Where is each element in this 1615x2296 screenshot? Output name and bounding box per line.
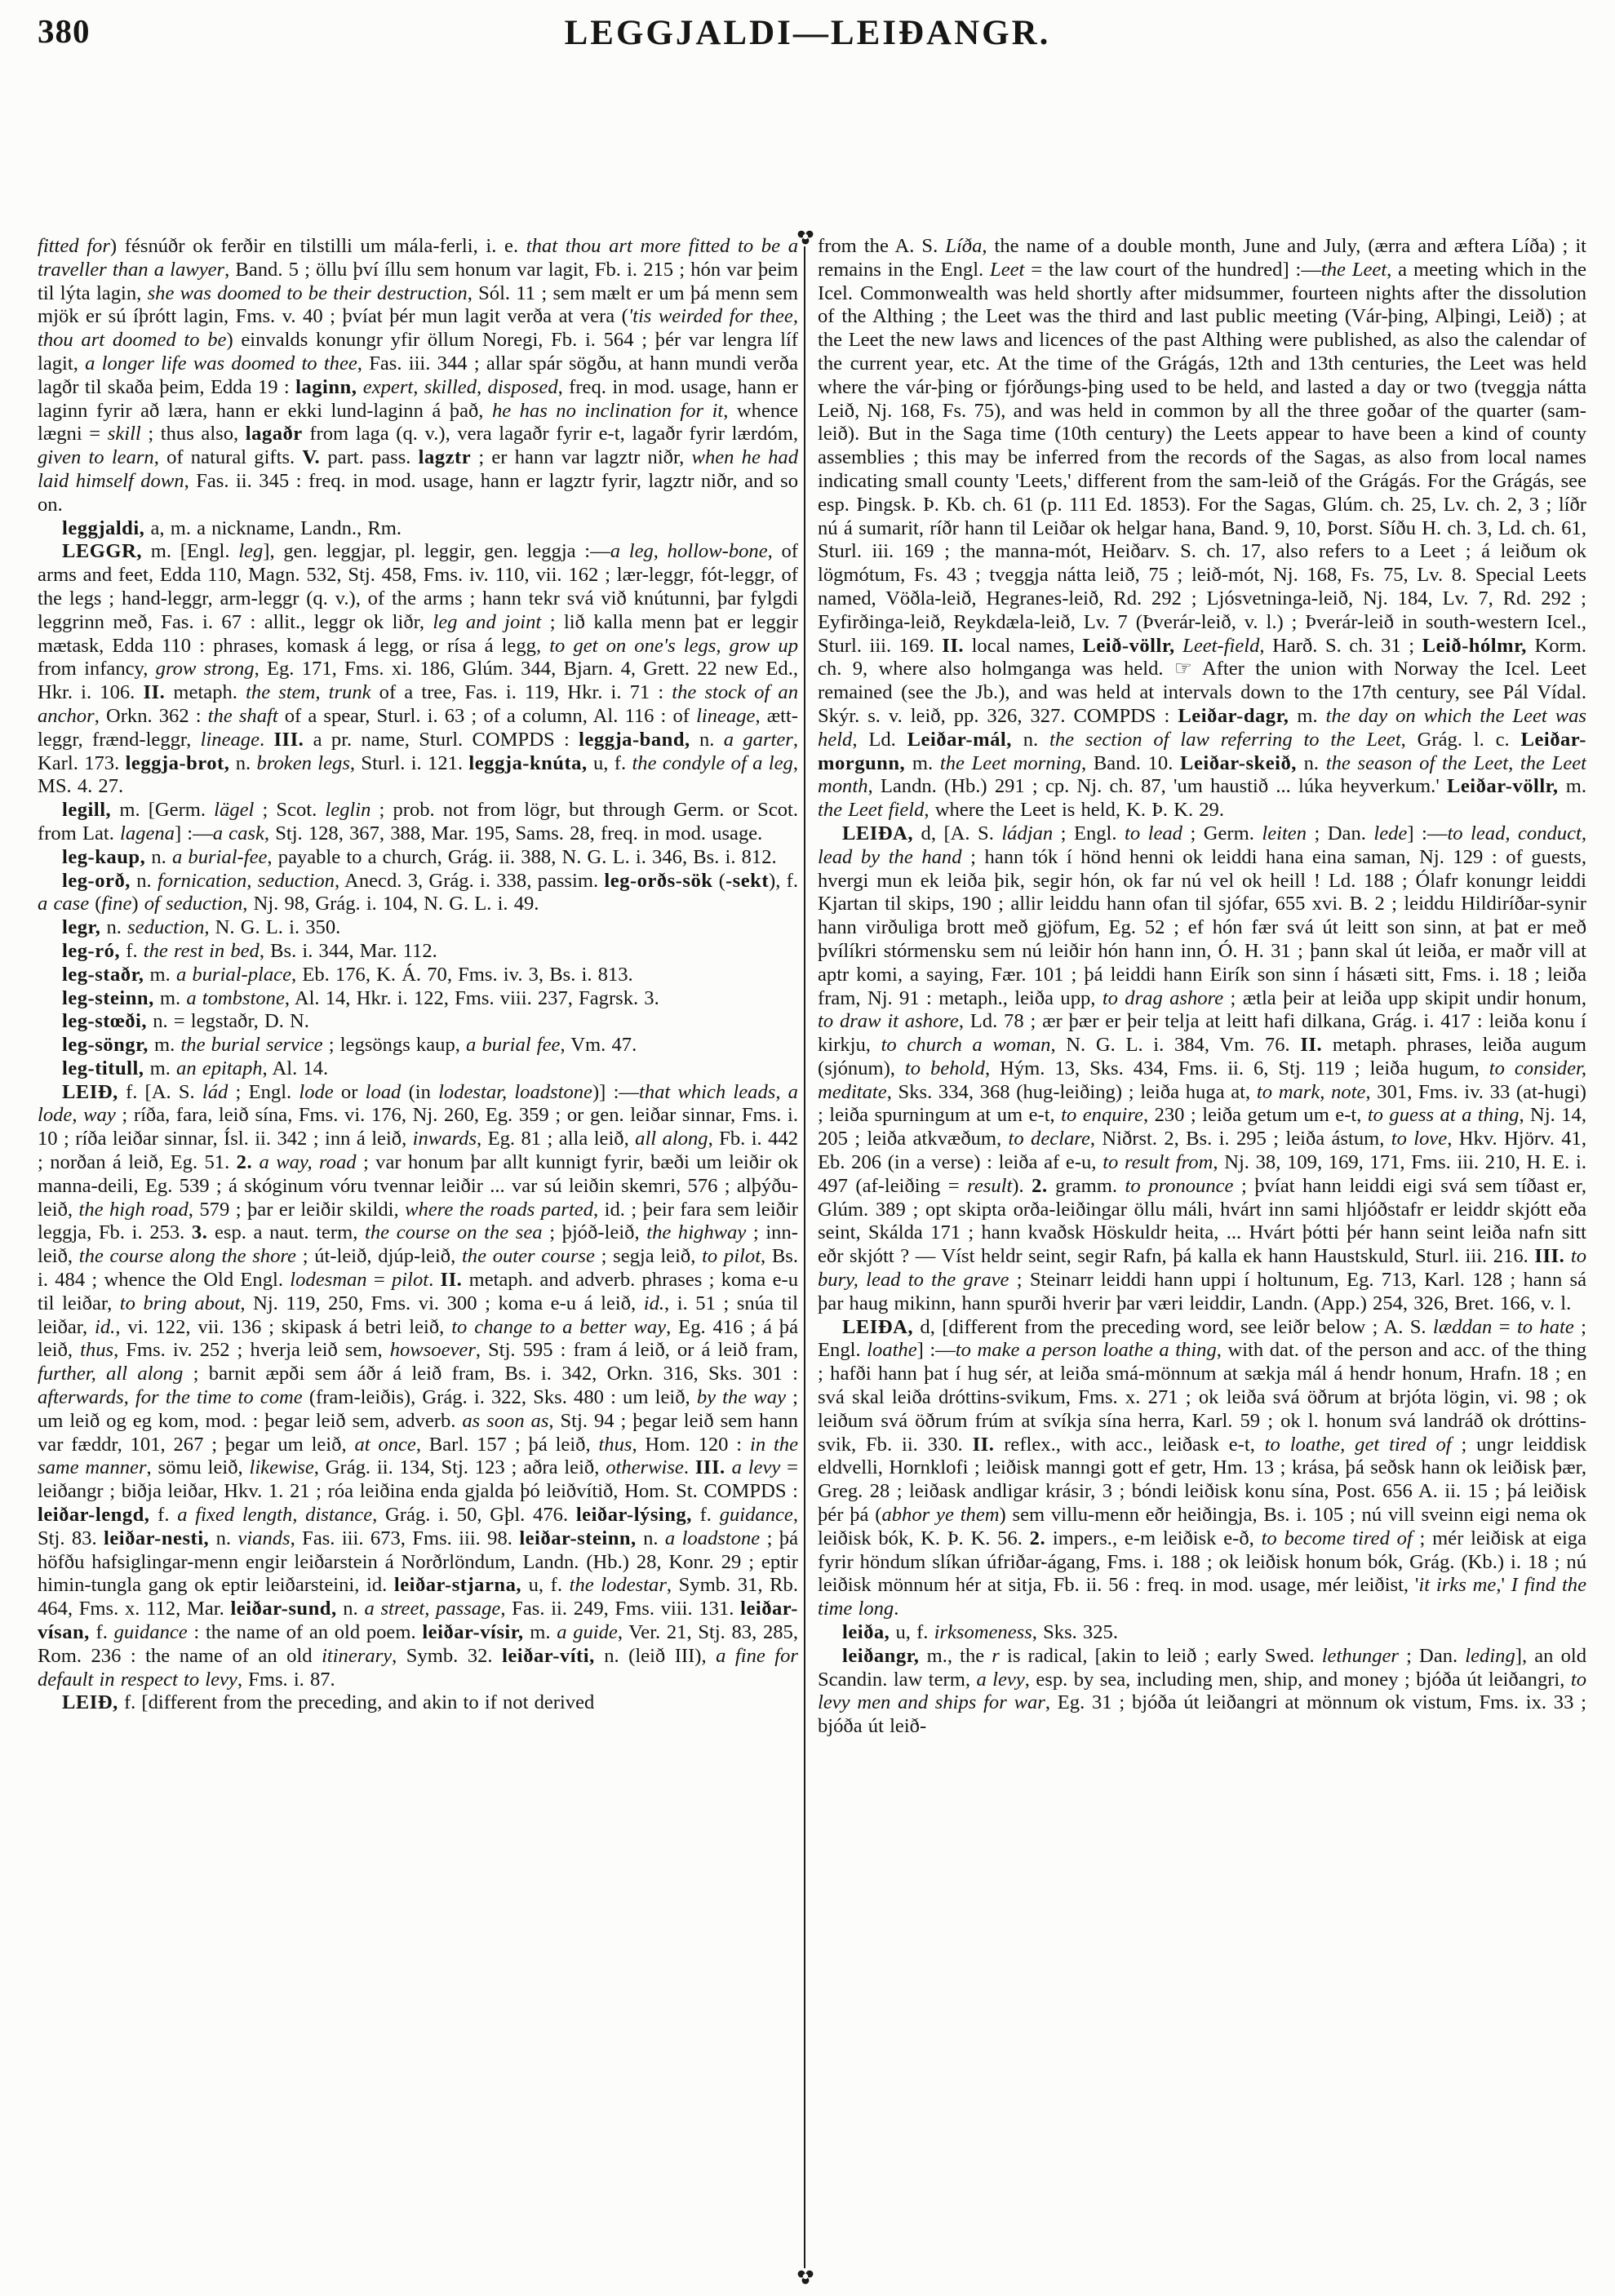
- entry-paragraph: leggjaldi, a, m. a nickname, Landn., Rm.: [62, 516, 402, 539]
- entry-paragraph: LEGGR, m. [Engl. leg], gen. leggjar, pl. leggir, gen. leggja :—a leg, hollow-bone, of arms and feet, Edda 110, Magn. 532, Stj. 458, Fms. iv. 110, vii. 162 ; lær-leggr, fót-leggr, of the legs ; hand-leggr, arm-leggr (q. v.), of the arms ; hann tekr svá við knútunni, þar fylgdi leggrinn með, Fas. i. 67 : allit., leggr ok liðr, leg and joint ; lið kalla menn þat er leggir mætask, Edda 110 : phrases, komask á legg, or rísa á legg, to get on one's legs, grow up from infancy, grow strong, Eg. 171, Fms. xi. 186, Glúm. 344, Bjarn. 4, Grett. 22 new Ed., Hkr. i. 106. II. metaph. the stem, trunk of a tree, Fas. i. 119, Hkr. i. 71 : the stock of an anchor, Orkn. 362 : the shaft of a spear, Sturl. i. 63 ; of a column, Al. 116 : of lineage, ætt-leggr, frænd-leggr, lineage. III. a pr. name, Sturl. COMPDS : leggja-band, n. a garter, Karl. 173. leggja-brot, n. broken legs, Sturl. i. 121. leggja-knúta, u, f. the condyle of a leg, MS. 4. 27.: [38, 540, 798, 798]
- entry-paragraph: leg-titull, m. an epitaph, Al. 14.: [62, 1057, 329, 1079]
- entry-paragraph: legr, n. seduction, N. G. L. i. 350.: [62, 916, 341, 939]
- entry-paragraph: fitted for) fésnúðr ok ferðir en tilstilli um mála-ferli, i. e. that thou art more fitted to be a traveller than a lawyer, Band. 5 ; öllu því íllu sem honum var lagit, Fb. i. 215 ; hón var þeim til lýta lagin, she was doomed to be their destruction, Sól. 11 ; sem mælt er um þá menn sem mjök er sú íþrótt lagin, Fms. v. 40 ; þvíat þér mun lagit verða at vera ('tis weirded for thee, thou art doomed to be) einvalds konungr yfir öllum Noregi, Fb. i. 564 ; þér var lengra líf lagit, a longer life was doomed to thee, Fas. iii. 344 ; allar spár sögðu, at hann mundi verða lagðr til skaða þeim, Edda 19 : laginn, expert, skilled, disposed, freq. in mod. usage, hann er laginn fyrir að læra, hann er ekki lund-laginn á það, he has no inclination for it, whence lægni = skill ; thus also, lagaðr from laga (q. v.), vera lagaðr fyrir e-t, lagaðr fyrir lærdóm, given to learn, of natural gifts. V. part. pass. lagztr ; er hann var lagztr niðr, when he had laid himself down, Fas. ii. 345 : freq. in mod. usage, hann er lagztr fyrir, lagztr niðr, and so on.: [38, 235, 798, 516]
- page-number: 380: [38, 12, 91, 50]
- entry-paragraph: LEIÐ, f. [A. S. lád ; Engl. lode or load (in lodestar, loadstone)] :—that which leads, a lode, way ; ríða, fara, leið sína, Fms. vi. 176, Nj. 260, Eg. 359 ; or gen. leiðar sinnar, Fms. i. 10 ; ríða leiðar sinnar, Ísl. ii. 342 ; inn á leið, inwards, Eg. 81 ; alla leið, all along, Fb. i. 442 ; norðan á leið, Eg. 51. 2. a way, road ; var honum þar allt kunnigt fyrir, bæði um leiðir ok manna-deili, Eg. 539 ; á skóginum vóru tvennar leiðir ... var sú leiðin skemri, 576 ; alþýðu-leið, the high road, 579 ; þar er leiðir skildi, where the roads parted, id. ; þeir fara sem leiðir leggja, Fb. i. 253. 3. esp. a naut. term, the course on the sea ; þjóð-leið, the highway ; inn-leið, the course along the shore ; út-leið, djúp-leið, the outer course ; segja leið, to pilot, Bs. i. 484 ; whence the Old Engl. lodesman = pilot. II. metaph. and adverb. phrases ; koma e-u til leiðar, to bring about, Nj. 119, 250, Fms. vi. 300 ; koma e-u á leið, id., i. 51 ; snúa til leiðar, id., vi. 122, vii. 136 ; skipask á betri leið, to change to a better way, Eg. 416 ; á þá leið, thus, Fms. iv. 252 ; hverja leið sem, howsoever, Stj. 595 : fram á leið, or á leið fram, further, all along ; barnit æpði sem áðr á leið fram, Bs. i. 342, Orkn. 316, Sks. 301 : afterwards, for the time to come (fram-leiðis), Grág. i. 322, Sks. 480 : um leið, by the way ; um leið og eg kom, mod. : þegar leið sem, adverb. as soon as, Stj. 94 ; þegar leið sem hann var fæddr, 101, 267 ; þegar um leið, at once, Barl. 157 ; þá leið, thus, Hom. 120 : in the same manner, sömu leið, likewise, Grág. ii. 134, Stj. 123 ; aðra leið, otherwise. III. a levy = leiðangr ; biðja leiðar, Hkv. 1. 21 ; róa leiðina enda gjalda þó leiðvítið, Hom. St. COMPDS : leiðar-lengd, f. a fixed length, distance, Grág. i. 50, Gþl. 476. leiðar-lýsing, f. guidance, Stj. 83. leiðar-nesti, n. viands, Fas. iii. 673, Fms. iii. 98. leiðar-steinn, n. a loadstone ; þá höfðu hafsiglingar-menn engir leiðarstein á Norðrlöndum, Landn. (Hb.) 28, Konr. 29 ; eptir himin-tungla gang ok eptir leiðarsteini, id. leiðar-stjarna, u, f. the lodestar, Symb. 31, Rb. 464, Fms. x. 112, Mar. leiðar-sund, n. a street, passage, Fas. ii. 249, Fms. viii. 131. leiðar-vísan, f. guidance : the name of an old poem. leiðar-vísir, m. a guide, Ver. 21, Stj. 83, 285, Rom. 236 : the name of an old itinerary, Symb. 32. leiðar-víti, n. (leið III), a fine for default in respect to levy, Fms. i. 87.: [38, 1080, 798, 1691]
- entry-paragraph: leg-steinn, m. a tombstone, Al. 14, Hkr. i. 122, Fms. viii. 237, Fagrsk. 3.: [62, 986, 659, 1009]
- entry-paragraph: leg-stœði, n. = legstaðr, D. N.: [62, 1010, 309, 1033]
- entry-paragraph: LEIÐA, d, [A. S. ládjan ; Engl. to lead ; Germ. leiten ; Dan. lede] :—to lead, conduct, lead by the hand ; hann tók í hönd henni ok leiddi hana eina saman, Nj. 129 : of guests, hvergi mun ek leiða þik, segir hón, ok far nú vel ok heill ! Ld. 188 ; Ólafr konungr leiddi Kjartan til skips, 190 ; allir leiddu hann ofan til sjófar, 655 xvi. B. 2 ; leiddu Hildiríðar-synir hann virðuliga brott með gjöfum, Eg. 52 ; ef hón fær svá út leitt son sinn, at þat er með þvílíkri stórmensku sem nú leiðir hón hann inn, Ó. H. 31 ; þann skal út leiða, er maðr vill at aptr komi, a saying, Fær. 101 ; þá leiddi hann Eirík son sinn í hásæti sitt, Fms. i. 18 ; leiða fram, Nj. 91 : metaph., leiða upp, to drag ashore ; ætla þeir at leiða upp skipit undir honum, to draw it ashore, Ld. 78 ; ær þær er þeir telja at leitt hafi dilkana, Grág. i. 417 : leiða konu í kirkju, to church a woman, N. G. L. i. 384, Vm. 76. II. metaph. phrases, leiða augum (sjónum), to behold, Hým. 13, Sks. 434, Fms. ii. 6, Stj. 119 ; leiða hugum, to consider, meditate, Sks. 334, 368 (hug-leiðing) ; leiða huga at, to mark, note, 301, Fms. iv. 33 (at-hugi) ; leiða spurningum at um e-t, to enquire, 230 ; leiða getum um e-t, to guess at a thing, Nj. 14, 205 ; leiða atkvæðum, to declare, Niðrst. 2, Bs. i. 295 ; leiða ástum, to love, Hkv. Hjörv. 41, Eb. 206 (in a verse) : leiða af e-u, to result from, Nj. 38, 109, 169, 171, Fms. iii. 210, H. E. i. 497 (af-leiðing = result). 2. gramm. to pronounce ; þvíat hann leiddi eigi svá sem tíðast er, Glúm. 389 ; opt skipta orða-leiðingar öllu máli, hvárt inn sami hljóðstafr er leiddr skjótt eða seint, Skálda 171 ; hann kvaðsk Höskuldr heita, ... Hvárt þótti þér hann seint leiða nafn sitt eðr skjótt ? — Víst heldr seint, segir Rafn, þá kalla ek hann Haustskuld, Sturl. iii. 216. III. to bury, lead to the grave ; Steinarr leiddi hann uppi í holtunum, Eg. 713, Karl. 128 ; hann sá þar haug mikinn, hann spurði hverir þar væri leiddir, Landn. (App.) 254, 326, Bret. 166, v. l.: [818, 822, 1586, 1314]
- divider-ornament-bottom-icon: [795, 2267, 816, 2288]
- entry-paragraph: leg-ró, f. the rest in bed, Bs. i. 344, Mar. 112.: [62, 939, 437, 962]
- entry-paragraph: leiðangr, m., the r is radical, [akin to leið ; early Swed. lethunger ; Dan. leding], an old Scandin. law term, a levy, esp. by sea, including men, ship, and money ; bjóða út leiðangri, to levy men and ships for war, Eg. 31 ; bjóða út leiðangri at mönnum ok vistum, Fms. ix. 33 ; bjóða út leið-: [818, 1644, 1586, 1738]
- page-title: LEGGJALDI—LEIÐANGR.: [564, 14, 1051, 52]
- divider-ornament-top-icon: [795, 227, 816, 248]
- entry-paragraph: LEIÐ, f. [different from the preceding, and akin to if not derived: [62, 1691, 595, 1714]
- left-column: [38, 235, 798, 2285]
- column-divider-rule: [804, 246, 805, 2268]
- entry-paragraph: leg-kaup, n. a burial-fee, payable to a church, Grág. ii. 388, N. G. L. i. 346, Bs. i. 812.: [62, 845, 777, 868]
- entry-paragraph: leiða, u, f. irksomeness, Sks. 325.: [842, 1621, 1118, 1644]
- entry-paragraph: from the A. S. Líða, the name of a double month, June and July, (ærra and æftera Líða) ; it remains in the Engl. Leet = the law court of the hundred] :—the Leet, a meeting which in the Icel. Commonwealth was held shortly after midsummer, fourteen nights after the dissolution of the Althing ; the Leet was the third and last public meeting (Vár-þing, Alþingi, Leið) ; at the Leet the new laws and licences of the past Althing were published, as also the calendar of the current year, etc. At the time of the Grágás, 12th and 13th centuries, the Leet was held where the vár-þing or fjórðungs-þing used to be held, and lasted a day or two (tveggja nátta Leið, Nj. 168, Fs. 75), and was held in common by all the three goðar of the quarter (sam-leið). But in the Saga time (10th century) the Leets appear to have been a kind of county assemblies ; this may be inferred from the records of the Sagas, as also from local names indicating small county 'Leets,' different from the sam-leið of the Grágás. For the Grágás, see esp. Þingsk. Þ. Kb. ch. 61 (p. 111 Ed. 1853). For the Sagas, Glúm. ch. 25, Lv. ch. 2, 3 ; líðr nú á sumarit, ríðr hann til Leiðar ok helgar hana, Band. 9, 10, Þorst. Síðu H. ch. 3, Ld. ch. 61, Sturl. iii. 169 ; the manna-mót, Heiðarv. S. ch. 17, also refers to a Leet ; á leiðum ok lögmótum, Fs. 43 ; tveggja nátta leið, 75 ; leið-mót, Nj. 168, Fs. 75, Lv. 8. Special Leets named, Vöðla-leið, Hegranes-leið, Rd. 292 ; Ljósvetninga-leið, Nj. 184, Lv. 7, Rd. 292 ; Eyfirðinga-leið, Reykdæla-leið, Lv. 7 (Þverár-leið, v. l.) ; Þverár-leið in south-western Icel., Sturl. iii. 169. II. local names, Leið-völlr, Leet-field, Harð. S. ch. 31 ; Leið-hólmr, Korm. ch. 9, where also holmganga was held. ☞ After the union with Norway the Icel. Leet remained (see the Jb.), and was held at intervals down to the 17th century, see Pál Vídal. Skýr. s. v. leið, pp. 326, 327. COMPDS : Leiðar-dagr, m. the day on which the Leet was held, Ld. Leiðar-mál, n. the section of law referring to the Leet, Grág. l. c. Leiðar-morgunn, m. the Leet morning, Band. 10. Leiðar-skeið, n. the season of the Leet, the Leet month, Landn. (Hb.) 291 ; cp. Nj. ch. 87, 'um haustið ... lúka heyverkum.' Leiðar-völlr, m. the Leet field, where the Leet is held, K. Þ. K. 29.: [818, 235, 1586, 822]
- entry-paragraph: LEIÐA, d, [different from the preceding word, see leiðr below ; A. S. læddan = to hate ; Engl. loathe] :—to make a person loathe a thing, with dat. of the person and acc. of the thing ; hafði hann þat í hug sér, at leiða smá-mönnum at sækja mál á hendr honum, Hrafn. 18 ; en svá skal leiða dróttins-svikum, Fms. x. 271 ; ok leiða svá öðrum at brjóta lögin, vi. 98 ; ok leiðum svá öðrum frúm at svíkja sína herra, Karl. 59 ; ok l. honum svá landráð ok dróttins-svik, Fb. ii. 330. II. reflex., with acc., leiðask e-t, to loathe, get tired of ; ungr leiddisk eldvelli, Hornklofi ; leiðisk manngi gott ef getr, Hm. 13 ; krása, þá seðsk hann ok leiðisk þær, Greg. 28 ; leiðask andligar krásir, 3 ; bóndi leiðisk konu sína, Post. 656 A. ii. 15 ; þá leiðisk þér þá (abhor ye them) sem villu-menn eðr heiðingja, Bs. i. 105 ; nú vill sveinn eigi nema ok leiðisk bók, K. Þ. K. 56. 2. impers., e-m leiðisk e-ð, to become tired of ; mér leiðisk at eiga fyrir höndum slíkan úfriðar-ágang, Fms. i. 188 ; ok leiðisk honum bók, Grág. (Kb.) i. 18 ; nú leiðisk mönnum hér at sitja, Fb. ii. 56 : freq. in mod. usage, mér leiðist, 'it irks me,' I find the time long.: [818, 1315, 1586, 1620]
- right-column: [818, 235, 1586, 2285]
- entry-paragraph: leg-söngr, m. the burial service ; legsöngs kaup, a burial fee, Vm. 47.: [62, 1034, 637, 1057]
- entry-paragraph: leg-orð, n. fornication, seduction, Anecd. 3, Grág. i. 338, passim. leg-orðs-sök (-sekt), f. a case (fine) of seduction, Nj. 98, Grág. i. 104, N. G. L. i. 49.: [38, 869, 798, 915]
- entry-paragraph: legill, m. [Germ. lägel ; Scot. leglin ; prob. not from lögr, but through Germ. or Scot. from Lat. lagena] :—a cask, Stj. 128, 367, 388, Mar. 195, Sams. 28, freq. in mod. usage.: [38, 799, 798, 844]
- entry-paragraph: leg-staðr, m. a burial-place, Eb. 176, K. Á. 70, Fms. iv. 3, Bs. i. 813.: [62, 963, 633, 986]
